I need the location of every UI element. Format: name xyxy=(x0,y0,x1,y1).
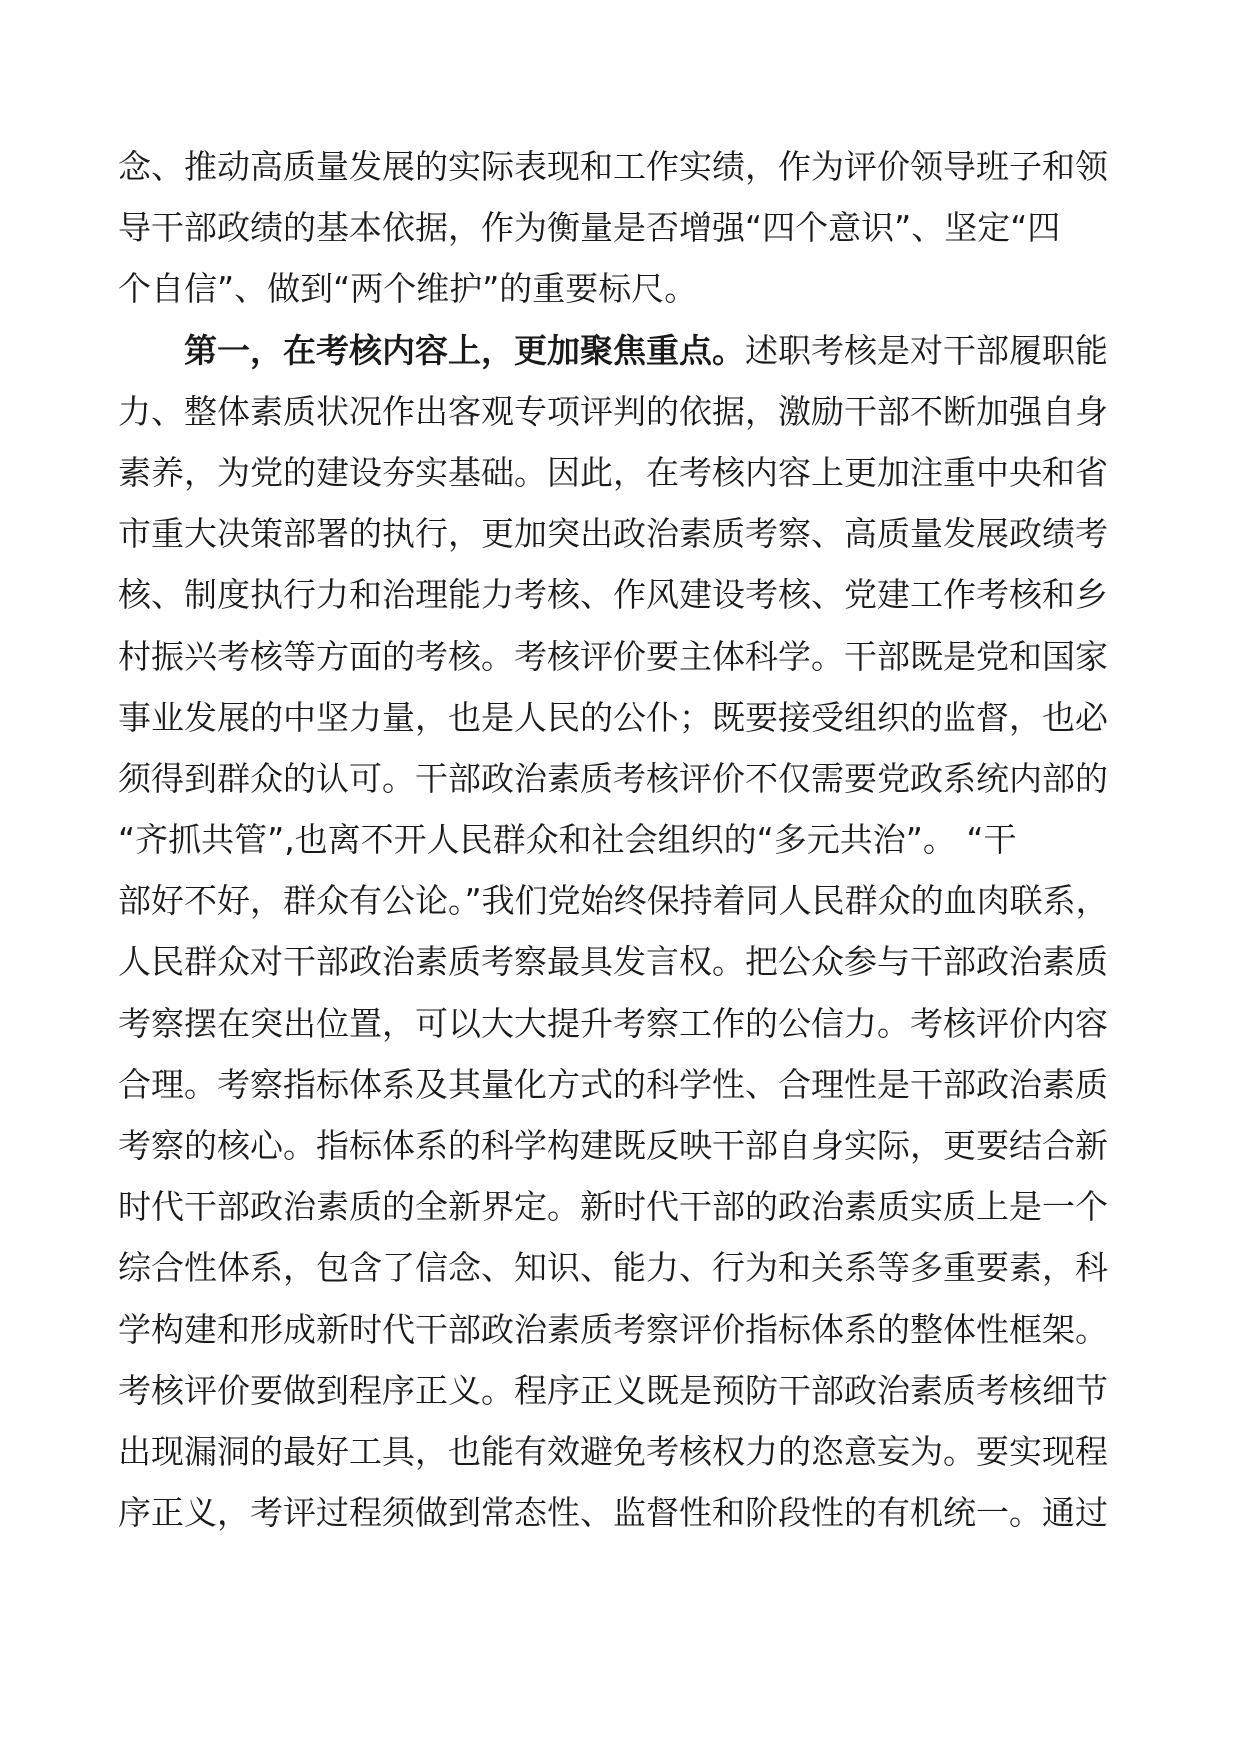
text-line: 导干部政绩的基本依据，作为衡量是否增强“四个意识”、坚定“四 xyxy=(118,208,1061,248)
text-line: 部好不好，群众有公论。”我们党始终保持着同人民群众的血肉联系， xyxy=(118,881,1109,921)
section-heading-line xyxy=(118,320,1118,381)
text-line: 个自信”、做到“两个维护”的重要标尺。 xyxy=(118,269,698,309)
text-line: 力、整体素质状况作出客观专项评判的依据，激励干部不断加强自身 xyxy=(118,391,1108,431)
text-line: 序正义，考评过程须做到常态性、监督性和阶段性的有机统一。通过 xyxy=(118,1493,1108,1533)
text-line: 出现漏洞的最好工具，也能有效避免考核权力的恣意妄为。要实现程 xyxy=(118,1431,1108,1471)
text-line: 合理。考察指标体系及其量化方式的科学性、合理性是干部政治素质 xyxy=(118,1064,1108,1104)
text-line: 综合性体系，包含了信念、知识、能力、行为和关系等多重要素，科 xyxy=(118,1248,1108,1288)
text-line: 学构建和形成新时代干部政治素质考察评价指标体系的整体性框架。 xyxy=(118,1309,1108,1349)
text-line: 核、制度执行力和治理能力考核、作风建设考核、党建工作考核和乡 xyxy=(118,575,1108,615)
text-line: 须得到群众的认可。干部政治素质考核评价不仅需要党政系统内部的 xyxy=(118,758,1108,798)
text-line: “齐抓共管”,也离不开人民群众和社会组织的“多元共治”。 “干 xyxy=(118,820,1017,860)
text-line: 事业发展的中坚力量，也是人民的公仆；既要接受组织的监督，也必 xyxy=(118,697,1108,737)
text-line: 村振兴考核等方面的考核。考核评价要主体科学。干部既是党和国家 xyxy=(118,636,1108,676)
text-line: 考察摆在突出位置，可以大大提升考察工作的公信力。考核评价内容 xyxy=(118,1003,1108,1043)
body-text xyxy=(118,136,1118,1543)
section-heading: 第一，在考核内容上，更加聚焦重点。 xyxy=(184,330,745,370)
text-line: 素养，为党的建设夯实基础。因此，在考核内容上更加注重中央和省 xyxy=(118,452,1108,492)
text-line: 时代干部政治素质的全新界定。新时代干部的政治素质实质上是一个 xyxy=(118,1187,1108,1227)
section-heading-continuation: 述职考核是对干部履职能 xyxy=(745,330,1108,370)
text-line: 考核评价要做到程序正义。程序正义既是预防干部政治素质考核细节 xyxy=(118,1370,1108,1410)
text-line: 市重大决策部署的执行，更加突出政治素质考察、高质量发展政绩考 xyxy=(118,514,1108,554)
text-line: 考察的核心。指标体系的科学构建既反映干部自身实际，更要结合新 xyxy=(118,1126,1108,1165)
text-line: 人民群众对干部政治素质考察最具发言权。把公众参与干部政治素质 xyxy=(118,942,1108,982)
text-line: 念、推动高质量发展的实际表现和工作实绩，作为评价领导班子和领 xyxy=(118,147,1108,186)
